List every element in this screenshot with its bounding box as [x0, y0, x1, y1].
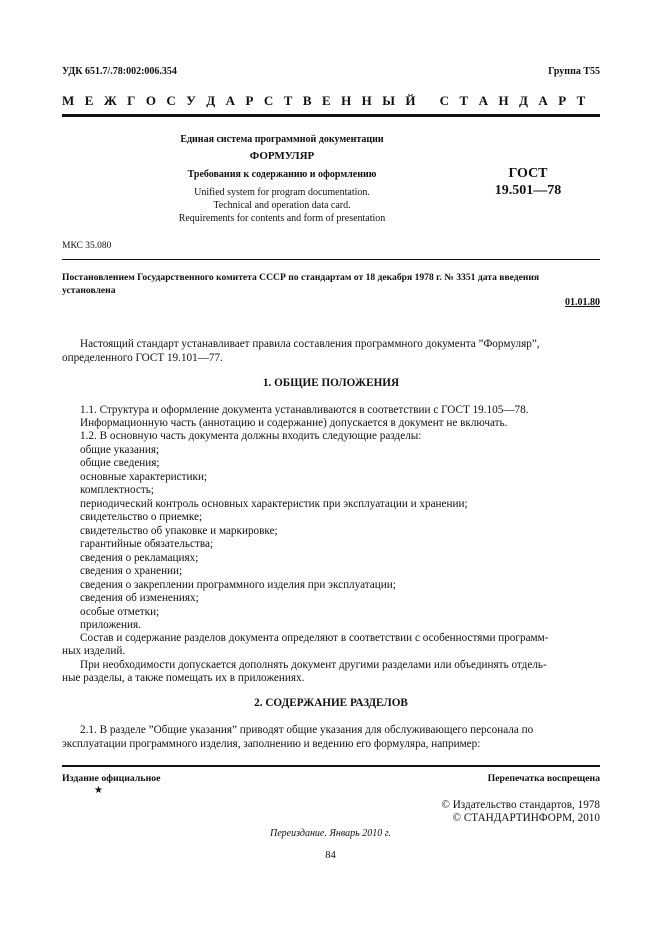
udk-code: УДК 651.7/.78:002:006.354	[62, 66, 177, 77]
intro-line2: определенного ГОСТ 19.101—77.	[62, 352, 223, 364]
standard-banner: М Е Ж Г О С У Д А Р С Т В Е Н Н Ы Й С Т А Н Д А Р Т	[62, 93, 589, 108]
requirements-title: Требования к содержанию и оформлению	[187, 169, 377, 180]
list-item: комплектность;	[80, 484, 154, 496]
clause-1-1: 1.1. Структура и оформление документа устанавливаются в соответствии с ГОСТ 19.105—78.	[80, 404, 529, 416]
list-item: периодический контроль основных характеристик при эксплуатации и хранении;	[80, 498, 468, 510]
list-item: особые отметки;	[80, 606, 160, 618]
footer-rule	[62, 765, 600, 767]
top-rule	[62, 114, 600, 117]
intro-line1: Настоящий стандарт устанавливает правила составления программного документа ”Формуляр”,	[80, 338, 540, 350]
group-code: Группа Т55	[548, 66, 600, 77]
list-item: общие сведения;	[80, 457, 160, 469]
list-item: сведения о хранении;	[80, 565, 183, 577]
effective-date: 01.01.80	[565, 297, 600, 308]
reissue-note: Переиздание. Январь 2010 г.	[270, 828, 391, 839]
english-title-line2: Technical and operation data card.	[213, 200, 351, 211]
mks-code: МКС 35.080	[62, 241, 112, 251]
composition-para-line2: ных изделий.	[62, 645, 126, 657]
gost-label: ГОСТ	[508, 166, 548, 181]
list-item: гарантийные обязательства;	[80, 538, 214, 550]
decree-line1: Постановлением Государственного комитета СССР по стандартам от 18 декабря 1978 г. № 3351 дата введения	[62, 272, 540, 283]
clause-1-1-cont: Информационную часть (аннотацию и содержание) допускается в документ не включать.	[80, 417, 508, 429]
doc-name: ФОРМУЛЯР	[249, 150, 315, 162]
list-item: свидетельство о приемке;	[80, 511, 203, 523]
system-name: Единая система программной документации	[180, 134, 384, 145]
composition-para-line1: Состав и содержание разделов документа определяют в соответствии с особенностями программ-	[80, 632, 549, 644]
list-item: приложения.	[80, 619, 141, 631]
list-item: основные характеристики;	[80, 471, 208, 483]
star-icon: ★	[94, 785, 103, 796]
list-item: сведения о рекламациях;	[80, 552, 199, 564]
supplement-para-line1: При необходимости допускается дополнять документ другими разделами или объединять отдель-	[80, 659, 547, 671]
english-title-line3: Requirements for contents and form of presentation	[178, 213, 386, 224]
page-number: 84	[325, 850, 336, 861]
supplement-para-line2: ные разделы, а также помещать их в приложениях.	[62, 672, 305, 684]
clause-1-2: 1.2. В основную часть документа должны входить следующие разделы:	[80, 430, 422, 442]
reprint-notice: Перепечатка воспрещена	[487, 773, 600, 784]
list-item: сведения о закреплении программного изделия при эксплуатации;	[80, 579, 396, 591]
copyright-2010: © СТАНДАРТИНФОРМ, 2010	[452, 812, 600, 824]
section2-title: 2. СОДЕРЖАНИЕ РАЗДЕЛОВ	[254, 697, 408, 709]
official-edition: Издание официальное	[62, 773, 161, 784]
list-item: свидетельство об упаковке и маркировке;	[80, 525, 278, 537]
clause-2-1-line1: 2.1. В разделе ”Общие указания” приводят общие указания для обслуживающего персонала по	[80, 724, 534, 736]
list-item: сведения об изменениях;	[80, 592, 199, 604]
decree-line2: установлена	[62, 285, 116, 296]
gost-number: 19.501—78	[494, 183, 562, 198]
copyright-1978: © Издательство стандартов, 1978	[441, 799, 600, 811]
section1-title: 1. ОБЩИЕ ПОЛОЖЕНИЯ	[262, 377, 400, 389]
english-title-line1: Unified system for program documentation.	[194, 187, 370, 198]
clause-2-1-line2: эксплуатации программного изделия, заполнению и ведению его формуляра, например:	[62, 738, 481, 750]
list-item: общие указания;	[80, 444, 160, 456]
mid-rule	[62, 259, 600, 260]
